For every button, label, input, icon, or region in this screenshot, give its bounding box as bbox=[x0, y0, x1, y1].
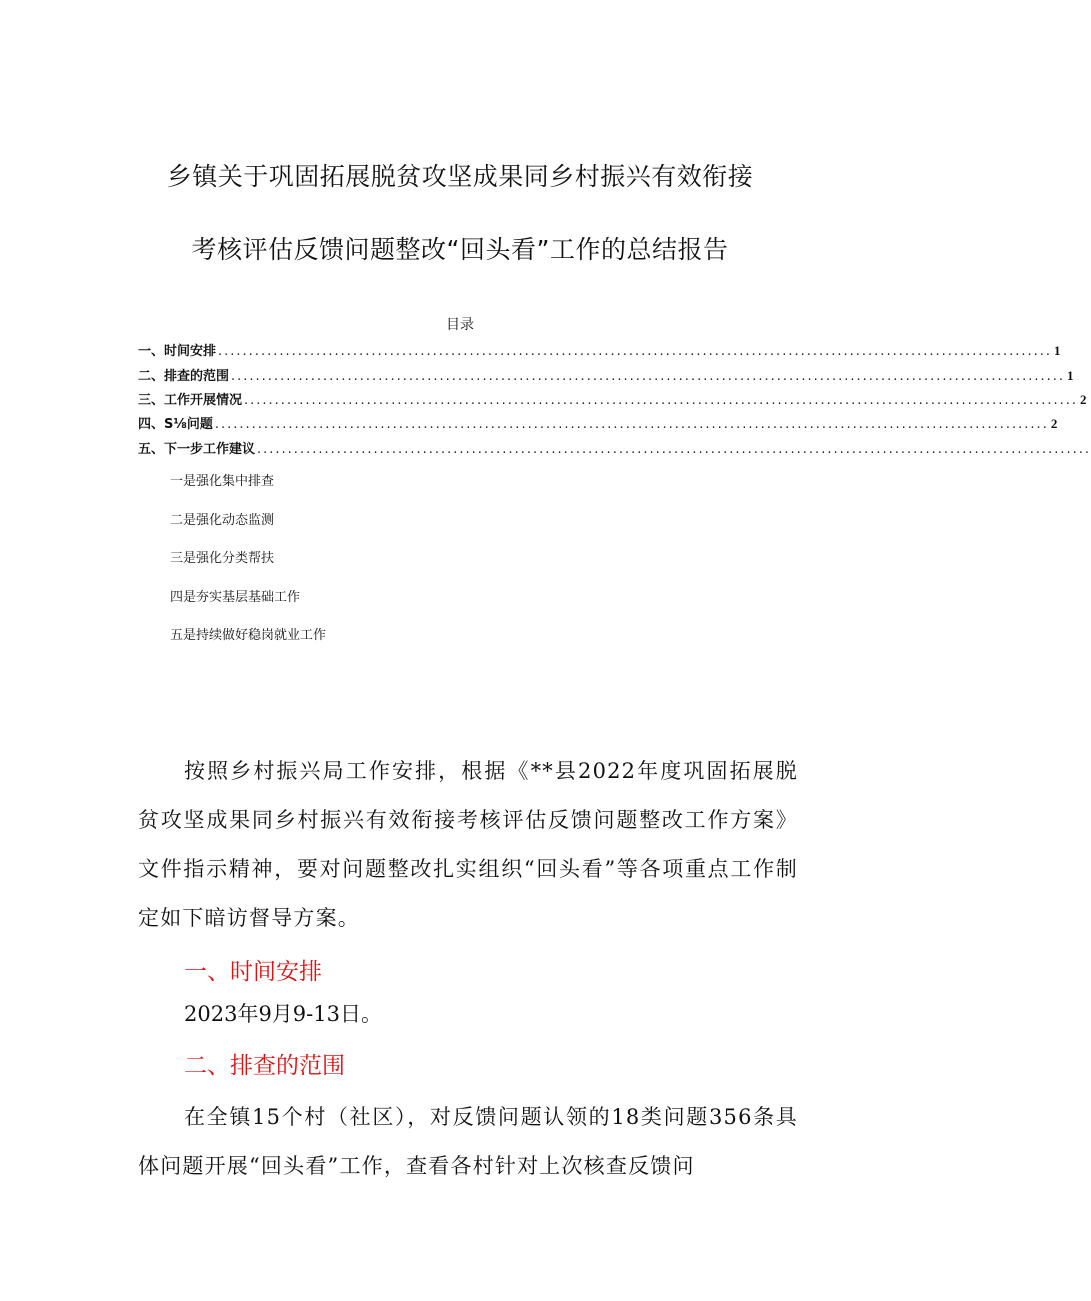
document-title-line-2: 考核评估反馈问题整改“回头看”工作的总结报告 bbox=[191, 235, 729, 264]
toc-subitem-2[interactable]: 二是强化动态监测 bbox=[170, 513, 275, 528]
toc-entry-label: 四、S⅛问题 bbox=[138, 417, 213, 432]
toc-page-number: 1 bbox=[1054, 343, 1061, 358]
toc-entry-4[interactable] bbox=[138, 414, 1058, 432]
toc-entry-5[interactable] bbox=[138, 439, 1091, 457]
intro-paragraph: 按照乡村振兴局工作安排，根据《**县2022年度巩固拓展脱贫攻坚成果同乡村振兴有效衔接考核评估反馈问题整改工作方案》文件指示精神，要对问题整改扎实组织“回头看”等各项重点工作制定如下暗访督导方案。 bbox=[138, 759, 798, 930]
section-heading-time: 一、时间安排 bbox=[184, 959, 322, 985]
document-title-line-1: 乡镇关于巩固拓展脱贫攻坚成果同乡村振兴有效衔接 bbox=[166, 162, 754, 191]
toc-subitem-1[interactable]: 一是强化集中排查 bbox=[170, 474, 275, 489]
toc-page-number: 1 bbox=[1067, 368, 1074, 383]
toc-page-number: 2 bbox=[1050, 416, 1058, 431]
toc-leader-dots: ........................................................................................................................................ bbox=[214, 417, 1049, 432]
toc-entry-label: 三、工作开展情况 bbox=[138, 393, 243, 408]
toc-heading: 目录 bbox=[446, 317, 474, 333]
toc-leader-dots: ........................................................................................................................................ bbox=[218, 344, 1053, 359]
section-heading-scope: 二、排查的范围 bbox=[184, 1053, 345, 1079]
toc-leader-dots: ........................................................................................................................................ bbox=[231, 369, 1066, 384]
section-text-scope: 在全镇15个村（社区），对反馈问题认领的18类问题356条具体问题开展“回头看”工作，查看各村针对上次核查反馈问 bbox=[138, 1105, 798, 1178]
toc-leader-dots: ........................................................................................................................................ bbox=[244, 393, 1079, 408]
toc-entry-label: 一、时间安排 bbox=[138, 344, 217, 359]
toc-entry-2[interactable] bbox=[138, 366, 1074, 384]
toc-leader-dots: ........................................................................................................................................ bbox=[257, 442, 1091, 457]
toc-subitem-4[interactable]: 四是夯实基层基础工作 bbox=[170, 590, 301, 605]
toc-subitem-5[interactable]: 五是持续做好稳岗就业工作 bbox=[170, 628, 327, 643]
toc-entry-label: 二、排查的范围 bbox=[138, 369, 230, 384]
toc-page-number: 2 bbox=[1080, 392, 1087, 407]
section-text-time: 2023年9月9-13日。 bbox=[184, 1002, 382, 1026]
toc-entry-label: 五、下一步工作建议 bbox=[138, 442, 256, 457]
toc-entry-3[interactable] bbox=[138, 390, 1087, 408]
toc-entry-1[interactable] bbox=[138, 341, 1061, 359]
toc-subitem-3[interactable]: 三是强化分类帮扶 bbox=[170, 551, 275, 566]
